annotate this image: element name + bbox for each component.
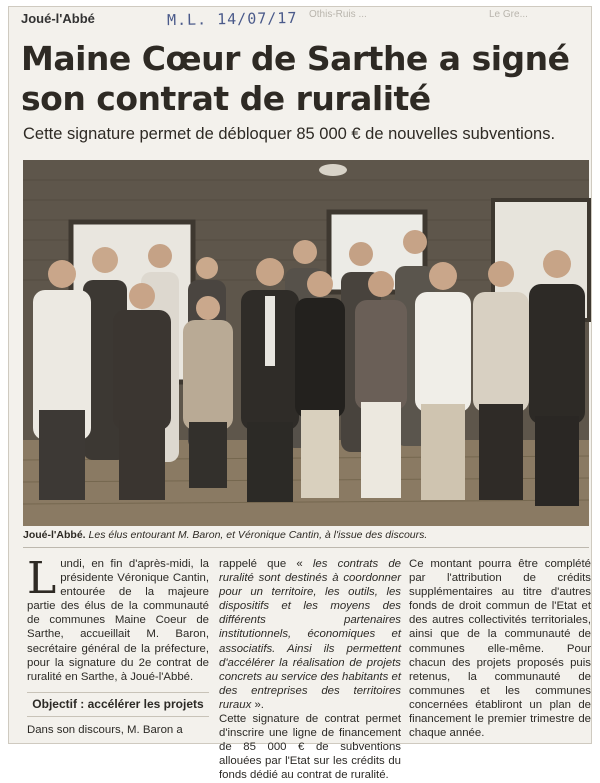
column-1-continuation: Dans son discours, M. Baron a (27, 723, 183, 736)
adjacent-column-ghost-left: Othis-Ruis ... (309, 9, 367, 20)
subheadline: Cette signature permet de débloquer 85 000 € de nouvelles subventions. (23, 125, 556, 143)
newspaper-clipping (8, 6, 592, 782)
column-3-text: Ce montant pourra être complété par l'attribution de crédits supplémentaires au titre d'autres fonds de droit commun de l'Etat et des autres collectivités territoriales, ainsi que de la communauté de communes elle-même. Pour chacun des projets proposés puis retenus, la communauté de communes et les communes concernées établiront un plan de financement le premier trimestre de chaque année. (409, 558, 591, 740)
financing-paragraph: Cette signature de contrat permet d'inscrire une ligne de financement de 85 000 € de subventions allouées par l'Etat sur les crédits du fonds dédié au contrat de ruralité. (219, 713, 401, 782)
group-photo (23, 160, 589, 526)
handwritten-date-note: M.L. 14/07/17 (166, 8, 298, 30)
article-column-3 (409, 557, 591, 740)
adjacent-column-ghost-right: Le Gre... (489, 9, 528, 20)
locality-label: Joué-l'Abbé (21, 11, 95, 26)
quote-paragraph (219, 557, 401, 712)
headline: Maine Cœur de Sarthe a signé son contrat de ruralité (21, 39, 570, 118)
divider (23, 547, 589, 548)
quote-intro: rappelé que « (219, 558, 313, 570)
quote-outro: ». (251, 698, 264, 711)
article-column-1 (27, 553, 209, 737)
caption-locality: Joué-l'Abbé. (23, 529, 86, 541)
lead-paragraph (27, 553, 209, 684)
article-column-2 (219, 557, 401, 783)
lead-text: undi, en fin d'après-midi, la présidente Véronique Cantin, entourée de la majeure partie des élus de la communauté de communes Maine Coeur de Sarthe, accueillait M. Baron, secrétaire général de la préfecture, pour la signature du 2e contrat de ruralité en Sarthe, à Joué-l'Abbé. (27, 558, 209, 683)
group-photo-image (23, 160, 589, 526)
quote-text: les contrats de ruralité sont destinés à coordonner pour un territoire, les outils, les dispositifs et les moyens des différents partenaires institutionnels, économiques et associatifs. Ainsi ils permettent d'accélérer la réalisation de projets concrets au service des habitants et des entreprises des territoires ruraux (219, 558, 401, 711)
intertitle: Objectif : accélérer les projets (27, 692, 209, 717)
caption-text: Les élus entourant M. Baron, et Véronique Cantin, à l'issue des discours. (88, 529, 428, 541)
drop-cap: L (27, 553, 57, 604)
photo-caption (23, 529, 589, 541)
